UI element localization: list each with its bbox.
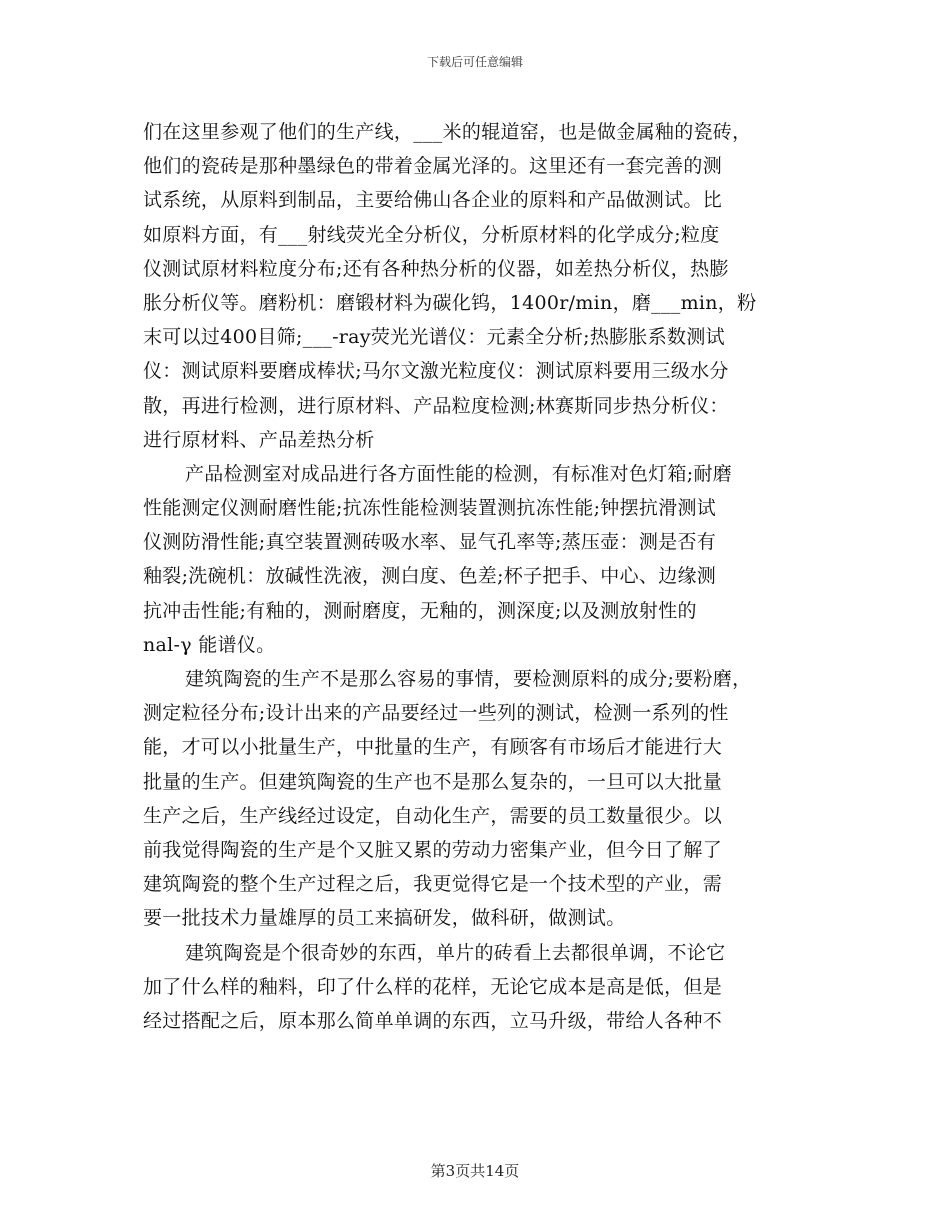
text-line: 们在这里参观了他们的生产线，___米的辊道窑，也是做金属釉的瓷砖， — [143, 121, 752, 143]
paragraph-2 — [143, 457, 811, 662]
text-line: 批量的生产。但建筑陶瓷的生产也不是那么复杂的，一旦可以大批量 — [143, 770, 723, 793]
page-header: 下载后可任意编辑 — [426, 55, 523, 69]
paragraph-1 — [143, 115, 811, 457]
text-line: 要一批技术力量雄厚的员工来搞研发，做科研，做测试。 — [143, 907, 626, 930]
text-line: 经过搭配之后，原本那么简单单调的东西，立马升级，带给人各种不 — [143, 1009, 723, 1032]
text-line: 前我觉得陶瓷的生产是个又脏又累的劳动力密集产业，但今日了解了 — [143, 838, 723, 861]
text-line: 胀分析仪等。磨粉机：磨锻材料为碳化钨，1400r/min，磨___min，粉 — [143, 291, 757, 314]
page-footer: 第3页共14页 — [430, 1162, 520, 1180]
text-line: 抗冲击性能;有釉的，测耐磨度，无釉的，测深度;以及测放射性的 — [143, 599, 697, 622]
text-line: 建筑陶瓷的整个生产过程之后，我更觉得它是一个技术型的产业，需 — [143, 873, 723, 896]
text-line: nal-γ 能谱仪。 — [143, 633, 276, 656]
text-line: 能，才可以小批量生产，中批量的生产，有顾客有市场后才能进行大 — [143, 736, 723, 759]
text-line: 末可以过400目筛;___-ray荧光光谱仪：元素全分析;热膨胀系数测试 — [143, 326, 725, 349]
text-line: 生产之后，生产线经过设定，自动化生产，需要的员工数量很少。以 — [143, 804, 723, 827]
text-line: 进行原材料、产品差热分析 — [143, 428, 375, 451]
text-line: 仪测试原材料粒度分布;还有各种热分析的仪器，如差热分析仪，热膨 — [143, 257, 729, 280]
text-line: 如原料方面，有___射线荧光全分析仪，分析原材料的化学成分;粒度 — [143, 223, 720, 246]
text-line: 釉裂;洗碗机：放碱性洗液，测白度、色差;杯子把手、中心、边缘测 — [143, 565, 717, 588]
text-line: 他们的瓷砖是那种墨绿色的带着金属光泽的。这里还有一套完善的测 — [143, 155, 723, 178]
text-line: 建筑陶瓷的生产不是那么容易的事情，要检测原料的成分;要粉磨， — [185, 668, 752, 690]
text-line: 性能测定仪测耐磨性能;抗冻性能检测装置测抗冻性能;钟摆抗滑测试 — [143, 497, 717, 520]
document-body — [143, 115, 811, 1038]
paragraph-4 — [143, 936, 811, 1039]
text-line: 测定粒径分布;设计出来的产品要经过一些列的测试，检测一系列的性 — [143, 702, 729, 725]
text-line: 产品检测室对成品进行各方面性能的检测，有标准对色灯箱;耐磨 — [185, 462, 733, 485]
text-line: 散，再进行检测，进行原材料、产品粒度检测;林赛斯同步热分析仪： — [143, 394, 729, 417]
text-line: 试系统，从原料到制品，主要给佛山各企业的原料和产品做测试。比 — [143, 189, 723, 212]
text-line: 建筑陶瓷是个很奇妙的东西，单片的砖看上去都很单调，不论它 — [185, 941, 726, 964]
paragraph-3 — [143, 662, 811, 936]
text-line: 加了什么样的釉料，印了什么样的花样，无论它成本是高是低，但是 — [143, 975, 723, 998]
text-line: 仪测防滑性能;真空装置测砖吸水率、显气孔率等;蒸压壶：测是否有 — [143, 531, 717, 554]
text-line: 仪：测试原料要磨成棒状;马尔文激光粒度仪：测试原料要用三级水分 — [143, 360, 729, 383]
